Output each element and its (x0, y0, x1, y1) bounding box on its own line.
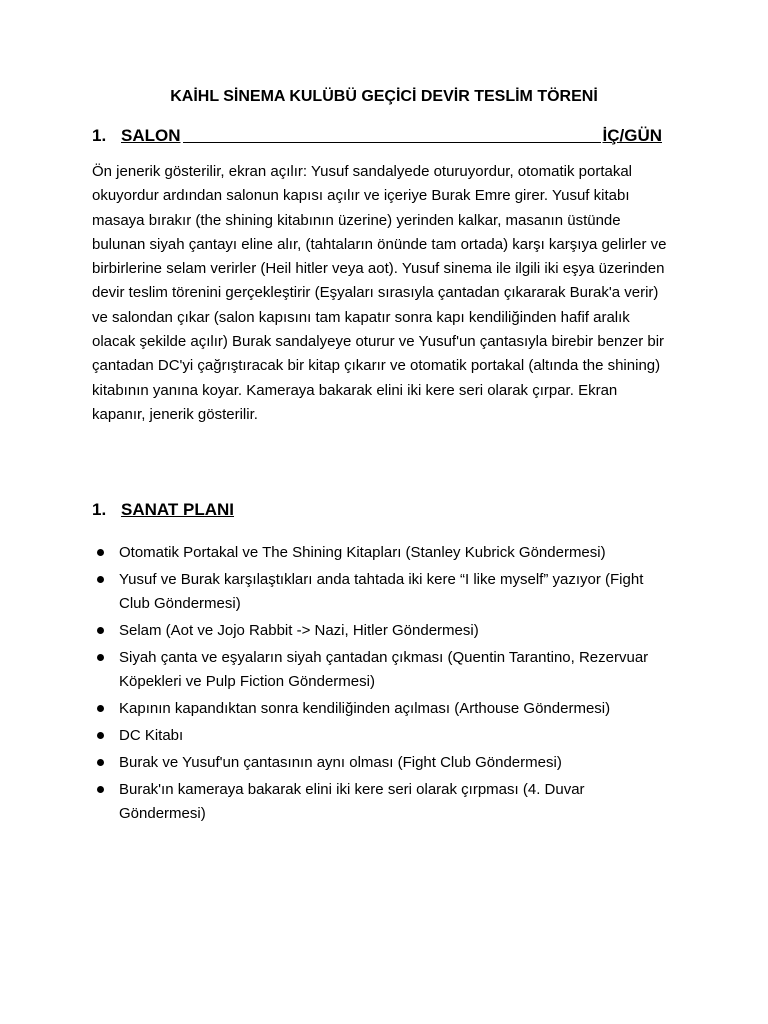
art-plan-list (92, 541, 672, 829)
list-item: DC Kitabı (92, 724, 672, 748)
scene-name: SALON (121, 126, 181, 145)
list-item: Selam (Aot ve Jojo Rabbit -> Nazi, Hitler Göndermesi) (92, 619, 672, 643)
list-item: Burak ve Yusuf'un çantasının aynı olması (Fight Club Göndermesi) (92, 751, 672, 775)
list-item: Burak'ın kameraya bakarak elini iki kere seri olarak çırpması (4. Duvar Göndermesi) (92, 778, 672, 826)
art-plan-heading (92, 500, 662, 520)
scene-heading-rule (183, 142, 601, 143)
scene-heading (92, 126, 662, 146)
art-plan-number: 1. (92, 500, 107, 519)
art-plan-title: SANAT PLANI (121, 500, 235, 519)
list-item: Otomatik Portakal ve The Shining Kitapları (Stanley Kubrick Göndermesi) (92, 541, 672, 565)
document-title: KAİHL SİNEMA KULÜBÜ GEÇİCİ DEVİR TESLİM TÖRENİ (170, 88, 598, 105)
scene-description: Ön jenerik gösterilir, ekran açılır: Yusuf sandalyede oturuyordur, otomatik portakal okuyordur ardından salonun kapısı açılır ve içeriye Burak Emre girer. Yusuf kitabı masaya bırakır (the shining kitabının üzerine) yerinden kalkar, masanın üstünde bulunan siyah çantayı eline alır, (tahtaların önünde tam ortada) karşı karşıya gelirler ve birbirlerine selam verirler (Heil hitler veya aot). Yusuf sinema ile ilgili iki eşya üzerinden devir teslim törenini gerçekleştirir (Eşyaları sırasıyla çantadan çıkararak Burak'a verir) ve salondan çıkar (salon kapısını tam kapatır sonra kapı kendiliğinden hafif aralık olacak şekilde açılır) Burak sandalyeye oturur ve Yusuf'un çantasıyla birebir benzer bir çantadan DC'yi çağrıştıracak bir kitap çıkarır ve otomatik portakal (altında the shining) kitabının yanına koyar. Kameraya bakarak elini iki kere seri olarak çırpar. Ekran kapanır, jenerik gösterilir. (92, 163, 667, 423)
scene-number: 1. (92, 126, 107, 145)
list-item: Siyah çanta ve eşyaların siyah çantadan çıkması (Quentin Tarantino, Rezervuar Köpekleri ve Pulp Fiction Göndermesi) (92, 646, 672, 694)
list-item: Yusuf ve Burak karşılaştıkları anda tahtada iki kere “I like myself” yazıyor (Fight Club Göndermesi) (92, 568, 672, 616)
scene-time: İÇ/GÜN (602, 126, 662, 145)
list-item: Kapının kapandıktan sonra kendiliğinden açılması (Arthouse Göndermesi) (92, 697, 672, 721)
